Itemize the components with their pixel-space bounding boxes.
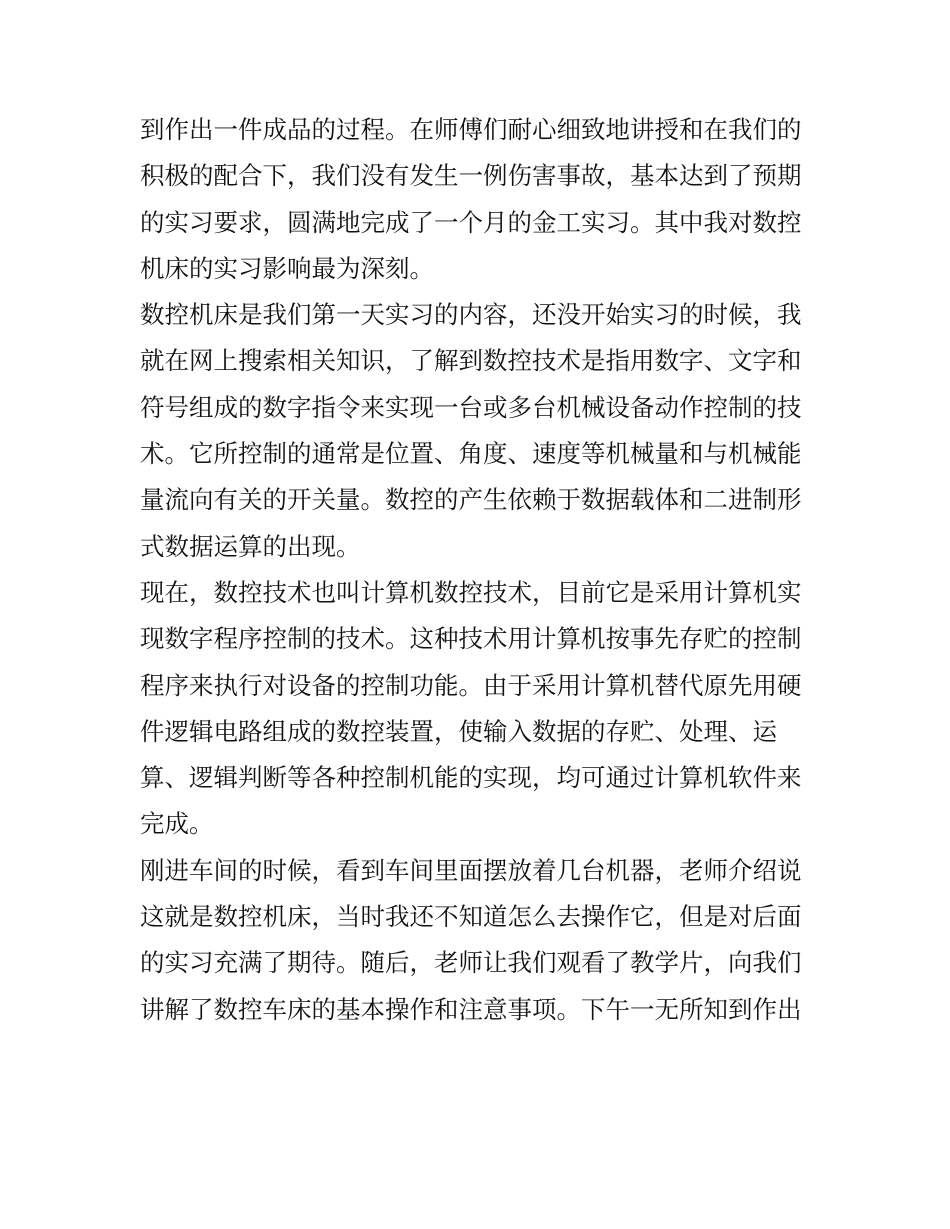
text-line-15: 算、逻辑判断等各种控制机能的实现，均可通过计算机软件来 [140, 763, 802, 793]
text-line-17: 刚进车间的时候，看到车间里面摆放着几台机器，老师介绍说 [140, 855, 802, 885]
text-line-20: 讲解了数控车床的基本操作和注意事项。下午一无所知到作出 [140, 994, 802, 1024]
text-line-12: 现数字程序控制的技术。这种技术用计算机按事先存贮的控制 [140, 624, 802, 654]
text-line-8: 术。它所控制的通常是位置、角度、速度等机械量和与机械能 [140, 439, 802, 469]
text-line-4: 机床的实习影响最为深刻。 [140, 253, 434, 283]
text-line-5: 数控机床是我们第一天实习的内容，还没开始实习的时候，我 [140, 300, 802, 330]
document-body [140, 107, 820, 1033]
text-line-9: 量流向有关的开关量。数控的产生依赖于数据载体和二进制形 [140, 485, 802, 515]
text-line-10: 式数据运算的出现。 [140, 531, 361, 561]
text-line-1: 到作出一件成品的过程。在师傅们耐心细致地讲授和在我们的 [140, 115, 802, 144]
text-line-18: 这就是数控机床，当时我还不知道怎么去操作它，但是对后面 [140, 902, 802, 932]
text-line-14: 件逻辑电路组成的数控装置，使输入数据的存贮、处理、运 [140, 716, 777, 746]
text-line-3: 的实习要求，圆满地完成了一个月的金工实习。其中我对数控 [140, 207, 802, 237]
text-line-16: 完成。 [140, 809, 214, 839]
text-line-11: 现在，数控技术也叫计算机数控技术，目前它是采用计算机实 [140, 577, 802, 607]
text-line-2: 积极的配合下，我们没有发生一例伤害事故，基本达到了预期 [140, 161, 802, 191]
text-line-6: 就在网上搜索相关知识，了解到数控技术是指用数字、文字和 [140, 346, 802, 376]
text-line-13: 程序来执行对设备的控制功能。由于采用计算机替代原先用硬 [140, 670, 802, 700]
text-line-19: 的实习充满了期待。随后，老师让我们观看了教学片，向我们 [140, 948, 802, 978]
text-line-7: 符号组成的数字指令来实现一台或多台机械设备动作控制的技 [140, 392, 802, 422]
